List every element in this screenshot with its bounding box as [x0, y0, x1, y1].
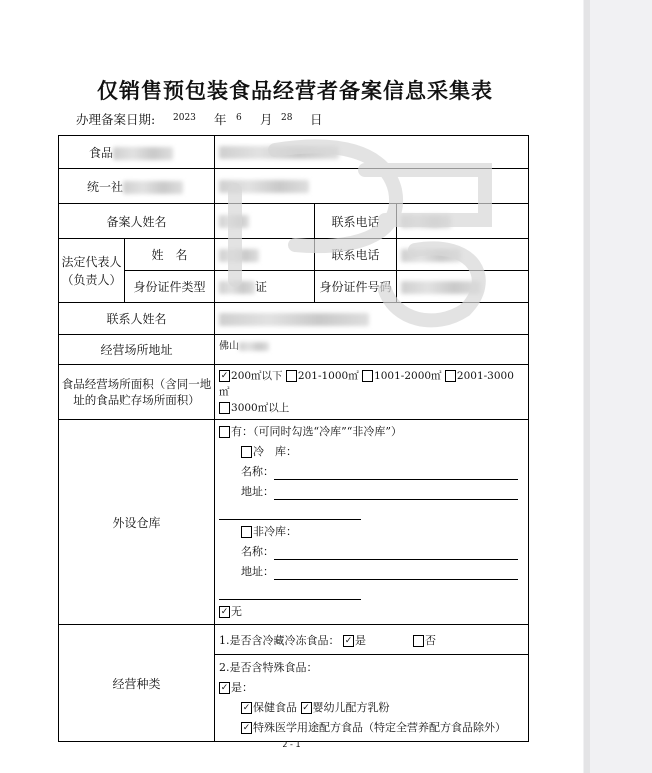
- contact-phone-label: 联系电话: [331, 214, 380, 229]
- id-type-label-cell: [125, 271, 215, 303]
- redacted-credit-code: [219, 180, 309, 193]
- row-warehouse: [59, 420, 529, 625]
- warehouse-has-label: 有：（可同时勾选“冷库”“非冷库”）: [231, 425, 403, 438]
- cold-storage-name-line[interactable]: [274, 469, 518, 480]
- id-type-label: 身份证件类型: [133, 280, 206, 294]
- month-unit: 月: [260, 112, 273, 127]
- non-cold-storage-name-line[interactable]: [274, 549, 518, 560]
- special-food-checkbox[interactable]: ✓: [242, 703, 251, 713]
- non-cold-storage-separator-line: [219, 589, 361, 600]
- filing-day: 28: [281, 113, 293, 123]
- row-legal-rep-name: [59, 239, 529, 271]
- area-option-checkbox[interactable]: [219, 402, 230, 414]
- non-cold-storage-name-label: 名称：: [241, 545, 275, 558]
- special-food-label: 保健食品: [253, 701, 298, 714]
- special-food-checkbox[interactable]: ✓: [242, 723, 251, 733]
- filing-form-table: [58, 135, 529, 742]
- area-option-over-3000[interactable]: [219, 402, 289, 414]
- non-cold-storage-label: 非冷库：: [253, 525, 298, 538]
- contact-person-value-cell: [215, 303, 529, 335]
- filer-name-label: 备案人姓名: [106, 214, 167, 229]
- redacted-id-type: [219, 281, 255, 294]
- food-label-cell: [59, 136, 215, 169]
- redacted-contact-person: [219, 313, 369, 326]
- cold-storage-label: 冷 库：: [253, 445, 298, 458]
- special-food-label: 婴幼儿配方乳粉: [312, 701, 390, 714]
- page-number: 2 - 1: [282, 740, 301, 749]
- non-cold-storage-address-line[interactable]: [274, 569, 518, 580]
- non-cold-storage-separator-row: [219, 582, 524, 602]
- q1-yes-option[interactable]: [343, 634, 366, 647]
- row-contact-person: [59, 303, 529, 335]
- special-food-row-1: [219, 698, 524, 718]
- day-unit: 日: [310, 112, 323, 127]
- area-option-label: 2001-3000㎡: [219, 370, 514, 398]
- non-cold-storage-address-row: [219, 562, 524, 582]
- warehouse-label-cell: [59, 420, 215, 625]
- non-cold-storage-option[interactable]: [219, 522, 524, 542]
- area-option-checkbox[interactable]: ✓: [220, 371, 229, 381]
- id-number-value-cell: [397, 271, 529, 303]
- redacted-id-number: [401, 281, 481, 294]
- cold-storage-name-label: 名称：: [241, 465, 275, 478]
- row-area: [59, 365, 529, 420]
- q1-no-option[interactable]: [413, 634, 436, 647]
- scrollbar[interactable]: [584, 0, 590, 773]
- special-food-infant-formula[interactable]: [301, 701, 390, 714]
- q2-label-row: [219, 658, 524, 678]
- id-number-label-cell: [315, 271, 397, 303]
- id-type-value-tail: 证: [255, 280, 268, 294]
- row-food: [59, 136, 529, 169]
- contact-phone-value-cell: [397, 204, 529, 239]
- q2-label: 2.是否含特殊食品：: [219, 661, 318, 674]
- q1-no-label: 否: [425, 633, 437, 647]
- legal-rep-phone-label: 联系电话: [331, 248, 380, 262]
- food-label: 食品: [89, 145, 114, 160]
- cold-storage-address-row: [219, 482, 524, 502]
- business-type-label: 经营种类: [112, 676, 161, 691]
- legal-rep-label: 法定代表人（负责人）: [61, 254, 122, 287]
- address-value-prefix: 佛山: [219, 341, 240, 352]
- id-type-value-cell: [215, 271, 315, 303]
- redacted-legal-rep-name: [219, 249, 259, 262]
- cold-storage-separator-row: [219, 502, 524, 522]
- row-address: [59, 335, 529, 365]
- q2-yes-checkbox[interactable]: ✓: [220, 683, 229, 693]
- cold-storage-checkbox[interactable]: [241, 446, 252, 458]
- viewer-sidebar: [583, 0, 652, 773]
- cold-storage-option[interactable]: [219, 442, 524, 462]
- row-credit-code: [59, 169, 529, 204]
- filing-month: 6: [236, 113, 242, 123]
- cold-storage-address-line[interactable]: [274, 489, 518, 500]
- q1-yes-checkbox[interactable]: ✓: [344, 635, 353, 646]
- redacted-credit-label-tail: [123, 181, 183, 194]
- filer-name-label-cell: [59, 204, 215, 239]
- credit-code-value-cell: [215, 169, 529, 204]
- area-option-label: 3000㎡以上: [231, 402, 290, 414]
- area-option-checkbox[interactable]: [445, 370, 456, 382]
- q2-yes-option[interactable]: [219, 678, 524, 698]
- non-cold-storage-checkbox[interactable]: [241, 526, 252, 538]
- contact-person-label: 联系人姓名: [106, 312, 167, 326]
- q1-label: 1.是否含冷藏冷冻食品：: [219, 633, 340, 647]
- row-filer: [59, 204, 529, 239]
- redacted-legal-rep-phone: [401, 249, 461, 262]
- area-option-label: 1001-2000㎡: [374, 370, 442, 382]
- area-option-label: 201-1000㎡: [297, 370, 359, 382]
- legal-rep-phone-value-cell: [397, 239, 529, 271]
- form-title: 仅销售预包装食品经营者备案信息采集表: [97, 79, 493, 103]
- business-type-label-cell: [59, 625, 215, 742]
- q1-cell: [215, 625, 529, 655]
- special-food-health[interactable]: [241, 701, 297, 714]
- filer-name-value-cell: [215, 204, 315, 239]
- area-option-201-1000[interactable]: [286, 370, 359, 382]
- legal-rep-phone-label-cell: [315, 239, 397, 271]
- area-option-checkbox[interactable]: [286, 370, 297, 382]
- q1-yes-label: 是: [355, 633, 367, 647]
- id-number-label: 身份证件号码: [319, 280, 392, 294]
- address-label-cell: [59, 335, 215, 365]
- area-options-cell: [215, 365, 529, 420]
- warehouse-none-label: 无: [231, 605, 243, 618]
- redacted-phone: [401, 215, 451, 228]
- special-food-checkbox[interactable]: ✓: [302, 703, 310, 713]
- non-cold-storage-address-label: 地址：: [241, 565, 275, 578]
- redacted-address: [239, 342, 269, 351]
- non-cold-storage-name-row: [219, 542, 524, 562]
- contact-person-label-cell: [59, 303, 215, 335]
- address-value-cell: [215, 335, 529, 365]
- address-label: 经营场所地址: [100, 343, 173, 357]
- row-business-type-q1: [59, 625, 529, 655]
- filing-year: 2023: [173, 113, 196, 123]
- food-value-cell: [215, 136, 529, 169]
- redacted-food-label-tail: [113, 147, 173, 160]
- area-option-checkbox[interactable]: [362, 370, 373, 382]
- area-label-cell: [59, 365, 215, 420]
- warehouse-options-cell: [215, 420, 529, 625]
- warehouse-none-option[interactable]: [219, 602, 524, 622]
- warehouse-none-checkbox[interactable]: ✓: [220, 607, 229, 617]
- cold-storage-name-row: [219, 462, 524, 482]
- redacted-food-name: [219, 146, 339, 159]
- warehouse-label: 外设仓库: [112, 515, 161, 530]
- cold-storage-address-label: 地址：: [241, 485, 275, 498]
- cold-storage-separator-line: [219, 509, 361, 520]
- q1-no-checkbox[interactable]: [413, 635, 424, 647]
- redacted-filer-name: [219, 215, 249, 228]
- legal-rep-name-label-cell: [125, 239, 215, 271]
- q2-yes-label: 是：: [231, 681, 254, 694]
- area-label: 食品经营场所面积（含同一地址的食品贮存场所面积）: [61, 377, 212, 407]
- legal-rep-label-cell: [59, 239, 125, 303]
- warehouse-has-option[interactable]: [219, 422, 524, 442]
- area-option-1001-2000[interactable]: [362, 370, 442, 382]
- credit-code-label: 统一社: [87, 179, 124, 194]
- contact-phone-label-cell: [315, 204, 397, 239]
- area-option-label: 200㎡以下: [231, 370, 283, 382]
- legal-rep-name-label: 姓 名: [151, 248, 188, 262]
- row-legal-rep-id: [59, 271, 529, 303]
- special-food-medical[interactable]: [219, 718, 524, 738]
- area-option-under-200[interactable]: [219, 370, 283, 382]
- filing-date-label: 办理备案日期:: [76, 112, 156, 127]
- q2-cell: [215, 655, 529, 742]
- year-unit: 年: [214, 112, 227, 127]
- legal-rep-name-value-cell: [215, 239, 315, 271]
- warehouse-has-checkbox[interactable]: [219, 426, 230, 438]
- credit-code-label-cell: [59, 169, 215, 204]
- special-food-label: 特殊医学用途配方食品（特定全营养配方食品除外）: [253, 721, 507, 734]
